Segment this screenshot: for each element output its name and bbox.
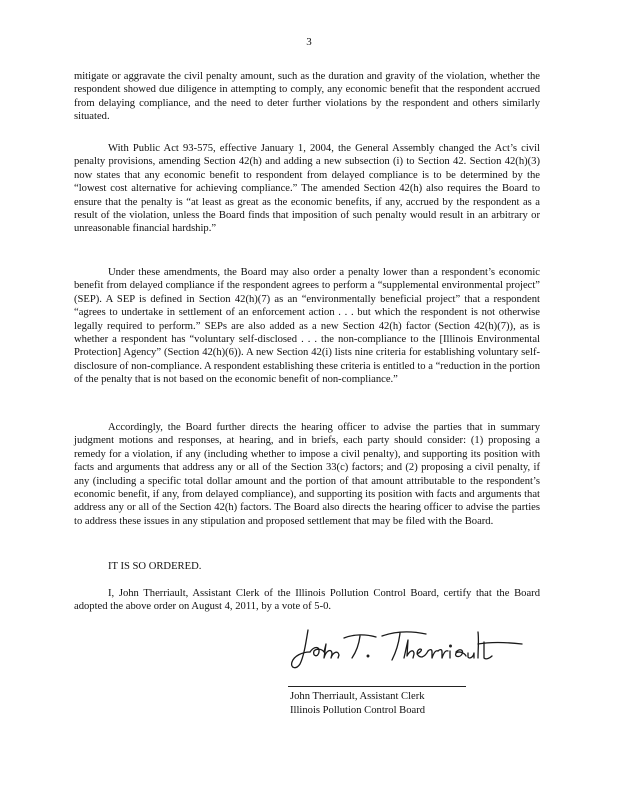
paragraph-public-act: With Public Act 93-575, effective January 1, 2004, the General Assembly changed the Act’s civil penalty provisions, amending Section 42(h) and adding a new subsection (i) to Section 42. Section 42(h)(3) now states that any economic benefit to respondent from delayed compliance is to be determined by the “lowest cost alternative for achieving compliance.” The amended Section 42(h) also requires the Board to ensure that the penalty is “at least as great as the economic benefits, if any, accrued by the respondent as a result of the violation, unless the Board finds that imposition of such penalty would result in an arbitrary or unreasonable financial hardship.” (74, 143, 540, 235)
handwritten-signature (286, 622, 536, 678)
page-number: 3 (306, 36, 312, 48)
signer-organization: Illinois Pollution Control Board (290, 705, 426, 716)
paragraph-certification: I, John Therriault, Assistant Clerk of the Illinois Pollution Control Board, certify that the Board adopted the above order on August 4, 2011, by a vote of 5-0. (74, 588, 540, 613)
paragraph-penalty-factors: mitigate or aggravate the civil penalty amount, such as the duration and gravity of the violation, whether the respondent showed due diligence in attempting to comply, any economic benefit that the respondent accrued from delaying compliance, and the need to deter further violations by the respondent and others similarly situated. (74, 71, 540, 123)
paragraph-so-ordered: IT IS SO ORDERED. (108, 561, 202, 572)
signer-name-title: John Therriault, Assistant Clerk (290, 691, 425, 702)
paragraph-sep-amendments: Under these amendments, the Board may also order a penalty lower than a respondent’s economic benefit from delayed compliance if the respondent agrees to perform a “supplemental environmental project” (SEP). A SEP is defined in Section 42(h)(7) as an “environmentally beneficial project” that a respondent “agrees to undertake in settlement of an enforcement action . . . but which the respondent is not otherwise legally required to perform.” SEPs are also added as a new Section 42(h) factor (Section 42(h)(7)), as is whether a respondent has “voluntary self-disclosed . . . the non-compliance to the [Illinois Environmental Protection] Agency” (Section 42(h)(6)). A new Section 42(i) lists nine criteria for establishing voluntary self-disclosure of non-compliance. A respondent establishing these criteria is entitled to a “reduction in the portion of the penalty that is not based on the economic benefit of non-compliance.” (74, 267, 541, 386)
signature-line (288, 686, 466, 687)
paragraph-hearing-directions: Accordingly, the Board further directs the hearing officer to advise the parties that in summary judgment motions and responses, at hearing, and in briefs, each party should consider: (1) proposing a remedy for a violation, if any (including whether to impose a civil penalty), and supporting its position with facts and arguments that address any or all of the Section 33(c) factors; and (2) proposing a civil penalty, if any (including a specific total dollar amount and the portion of that amount attributable to the respondent’s economic benefit, if any, from delayed compliance), and supporting its position with facts and arguments that address any or all of the Section 42(h) factors. The Board also directs the hearing officer to advise the parties to address these issues in any stipulation and proposed settlement that may be filed with the Board. (74, 422, 540, 527)
